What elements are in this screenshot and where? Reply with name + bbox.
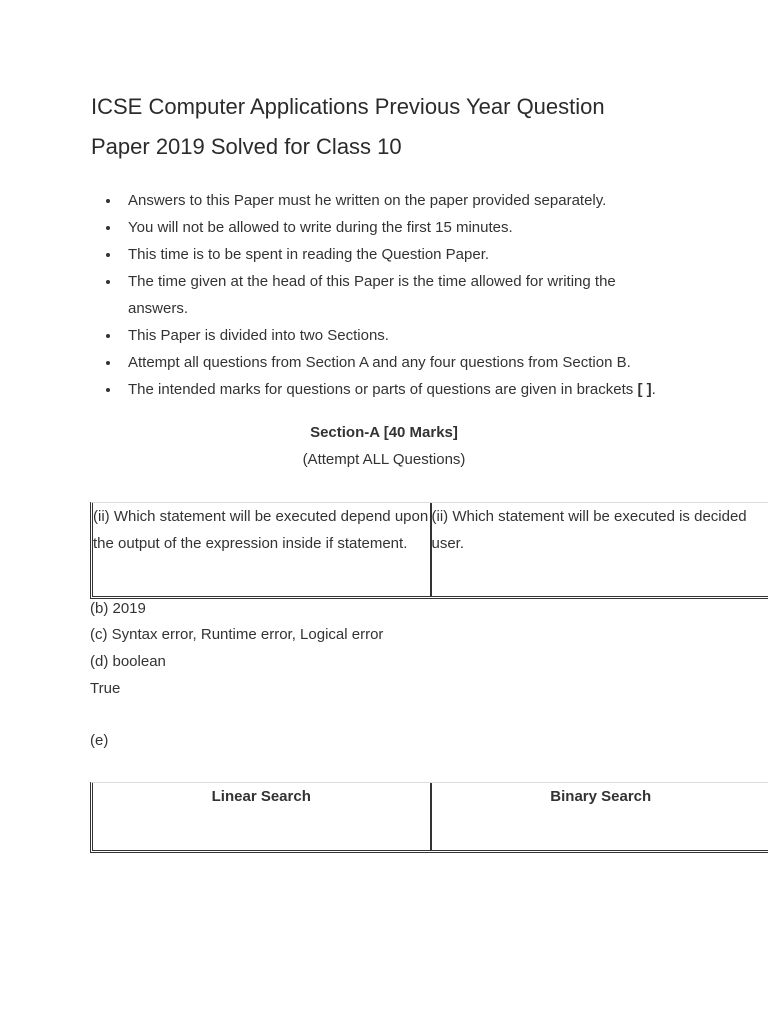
- page-title: ICSE Computer Applications Previous Year Question Paper 2019 Solved for Class 10: [91, 94, 605, 159]
- answer-e: (e): [90, 732, 109, 749]
- instructions-list: [91, 187, 768, 403]
- list-item-text: The intended marks for questions or parts of questions are given in brackets: [128, 381, 634, 398]
- list-item: This Paper is divided into two Sections.: [128, 322, 768, 349]
- list-item: This time is to be spent in reading the Question Paper.: [128, 241, 768, 268]
- section-heading: Section-A [40 Marks]: [310, 424, 458, 441]
- comparison-table-search: [90, 782, 768, 853]
- answer-c: (c) Syntax error, Runtime error, Logical error: [90, 626, 384, 643]
- list-item: Attempt all questions from Section A and any four questions from Section B.: [128, 349, 768, 376]
- answer-d-value: True: [90, 680, 121, 697]
- answer-d: (d) boolean: [90, 653, 166, 670]
- table-cell-right: (ii) Which statement will be executed is decided user.: [431, 508, 747, 552]
- list-item: [128, 376, 768, 403]
- list-item: You will not be allowed to write during the first 15 minutes.: [128, 214, 768, 241]
- list-item: The time given at the head of this Paper is the time allowed for writing the answers.: [128, 268, 638, 322]
- answer-b: (b) 2019: [90, 600, 146, 617]
- list-item-period: .: [651, 381, 656, 398]
- brackets-symbol: [ ]: [637, 381, 652, 398]
- list-item: Answers to this Paper must he written on the paper provided separately.: [128, 187, 768, 214]
- table-header-linear-search: Linear Search: [93, 783, 432, 850]
- table-cell-left: (ii) Which statement will be executed depend upon the output of the expression inside if statement.: [93, 503, 432, 596]
- table-header-binary-search: Binary Search: [550, 788, 652, 805]
- table-header-row: [93, 783, 768, 850]
- table-row: [93, 503, 768, 596]
- comparison-table-if-switch: [90, 502, 768, 599]
- section-subheading: (Attempt ALL Questions): [302, 451, 466, 468]
